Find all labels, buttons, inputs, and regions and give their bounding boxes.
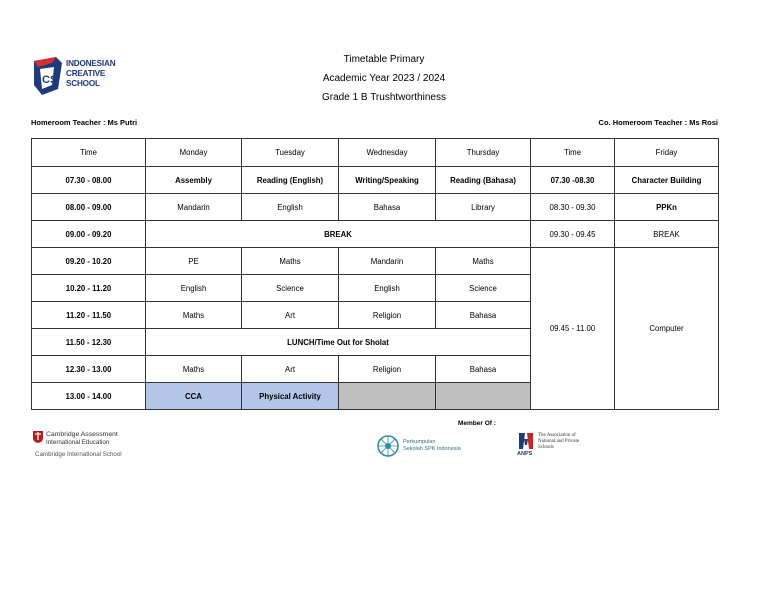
anps-text: The Association of National and Private Schools: [538, 433, 580, 450]
member-of-label: Member Of :: [458, 420, 496, 427]
cambridge-line2: International Education: [46, 439, 110, 446]
subject-cell: Maths: [242, 248, 339, 275]
subject-cell: Assembly: [146, 167, 242, 194]
cambridge-shield-icon: [33, 431, 43, 443]
school-logo-text: INDONESIAN CREATIVE SCHOOL: [66, 59, 116, 88]
time-cell: 08.00 - 09.00: [32, 194, 146, 221]
page-title: Timetable Primary: [343, 54, 425, 65]
cambridge-line3: Cambridge International School: [35, 451, 122, 458]
header-friday-time: Time: [531, 139, 615, 167]
subject-cell: English: [339, 275, 436, 302]
empty-cell: [436, 383, 531, 410]
grade-label: Grade 1 B Trushtworthiness: [322, 92, 446, 103]
friday-subject-cell: BREAK: [615, 221, 719, 248]
cambridge-line1: Cambridge Assessment: [46, 431, 118, 438]
spk-text: Perkumpulan Sekolah SPK Indonesia: [403, 439, 461, 452]
break-cell: BREAK: [146, 221, 531, 248]
subject-cell: PE: [146, 248, 242, 275]
time-cell: 09.00 - 09.20: [32, 221, 146, 248]
subject-cell: Religion: [339, 302, 436, 329]
subject-cell: Bahasa: [339, 194, 436, 221]
table-row: [32, 221, 719, 248]
subject-cell: English: [146, 275, 242, 302]
anps-label: ANPS: [517, 451, 533, 457]
time-cell: 12.30 - 13.00: [32, 356, 146, 383]
subject-cell: Art: [242, 302, 339, 329]
header-friday: Friday: [615, 139, 719, 167]
anps-logo: [517, 431, 580, 457]
subject-cell: Library: [436, 194, 531, 221]
table-row: [32, 248, 719, 275]
subject-cell: Art: [242, 356, 339, 383]
friday-merged-time-cell: 09.45 - 11.00: [531, 248, 615, 410]
time-cell: 07.30 - 08.00: [32, 167, 146, 194]
friday-merged-subject-cell: Computer: [615, 248, 719, 410]
friday-time-cell: 08.30 - 09.30: [531, 194, 615, 221]
friday-subject-cell: PPKn: [615, 194, 719, 221]
academic-year: Academic Year 2023 / 2024: [322, 73, 446, 84]
table-row: [32, 194, 719, 221]
lunch-cell: LUNCH/Time Out for Sholat: [146, 329, 531, 356]
header-wednesday: Wednesday: [339, 139, 436, 167]
co-homeroom-teacher: Co. Homeroom Teacher : Ms Rosi: [598, 118, 718, 127]
empty-cell: [339, 383, 436, 410]
cca-cell: CCA: [146, 383, 242, 410]
friday-time-cell: 09.30 - 09.45: [531, 221, 615, 248]
subject-cell: Mandarin: [339, 248, 436, 275]
subject-cell: Science: [436, 275, 531, 302]
svg-text:CS: CS: [42, 74, 58, 86]
spk-logo: [376, 434, 461, 463]
subject-cell: Maths: [436, 248, 531, 275]
subject-cell: Reading (English): [242, 167, 339, 194]
physical-activity-cell: Physical Activity: [242, 383, 339, 410]
friday-subject-cell: Character Building: [615, 167, 719, 194]
table-header-row: [32, 139, 719, 167]
friday-time-cell: 07.30 -08.30: [531, 167, 615, 194]
subject-cell: English: [242, 194, 339, 221]
header-tuesday: Tuesday: [242, 139, 339, 167]
time-cell: 09.20 - 10.20: [32, 248, 146, 275]
time-cell: 11.50 - 12.30: [32, 329, 146, 356]
time-cell: 11.20 - 11.50: [32, 302, 146, 329]
subject-cell: Bahasa: [436, 302, 531, 329]
subject-cell: Writing/Speaking: [339, 167, 436, 194]
subject-cell: Reading (Bahasa): [436, 167, 531, 194]
subject-cell: Science: [242, 275, 339, 302]
subject-cell: Bahasa: [436, 356, 531, 383]
timetable: [31, 138, 719, 410]
header-time: Time: [32, 139, 146, 167]
header-monday: Monday: [146, 139, 242, 167]
spk-network-icon: [376, 434, 400, 458]
table-row: [32, 167, 719, 194]
homeroom-teacher: Homeroom Teacher : Ms Putri: [31, 118, 138, 127]
time-cell: 13.00 - 14.00: [32, 383, 146, 410]
time-cell: 10.20 - 11.20: [32, 275, 146, 302]
subject-cell: Maths: [146, 356, 242, 383]
anps-emblem-icon: [517, 431, 535, 451]
subject-cell: Maths: [146, 302, 242, 329]
subject-cell: Mandarin: [146, 194, 242, 221]
header-thursday: Thursday: [436, 139, 531, 167]
subject-cell: Religion: [339, 356, 436, 383]
